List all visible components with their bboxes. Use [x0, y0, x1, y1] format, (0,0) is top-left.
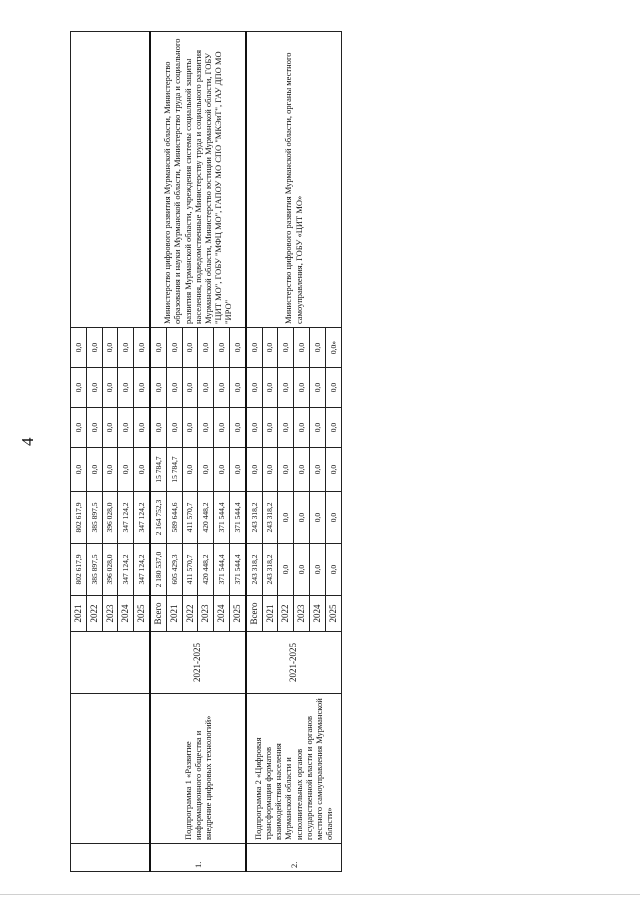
empty-cell	[71, 694, 150, 844]
value-cell: 0,0	[246, 368, 262, 408]
value-cell: 0,0	[246, 448, 262, 492]
value-cell: 371 544,4	[229, 544, 245, 596]
value-cell: 396 028,0	[102, 492, 118, 544]
value-cell: 0,0	[294, 448, 310, 492]
value-cell: 347 124,2	[118, 544, 134, 596]
value-cell: 0,0	[118, 368, 134, 408]
value-cell: 0,0	[102, 328, 118, 368]
value-cell: 347 124,2	[118, 492, 134, 544]
value-cell: 0,0	[134, 408, 150, 448]
year-cell: 2025	[325, 596, 341, 632]
value-cell: 0,0	[229, 448, 245, 492]
table-row	[150, 32, 166, 872]
value-cell: 0,0	[229, 408, 245, 448]
value-cell: 0,0	[214, 408, 230, 448]
year-cell: 2023	[198, 596, 214, 632]
value-cell: 0,0	[118, 328, 134, 368]
value-cell: 0,0	[309, 492, 325, 544]
value-cell: 371 544,4	[214, 492, 230, 544]
value-cell: 0,0	[86, 448, 102, 492]
value-cell: 0,0	[262, 448, 278, 492]
value-cell: 243 318,2	[262, 544, 278, 596]
value-cell: 0,0	[294, 544, 310, 596]
value-cell: 0,0	[166, 368, 182, 408]
executor-cell: Министерство цифрового развития Мурманской области, Министерство образования и науки Мурманской области, Министерство труда и социального развития Мурманской области, учреждения системы социальной защиты населения, подведомственные Министерству труда и социального развития Мурманской области, Министерство юстиции Мурманской области, ГОБУ "ЦИТ МО", ГОБУ "МФЦ МО", ГАПОУ МО СПО "МКЭиТ", ГАУ ДПО МО "ИРО"	[150, 32, 246, 328]
value-cell: 0,0	[118, 408, 134, 448]
value-cell: 0,0	[262, 368, 278, 408]
value-cell: 0,0	[229, 328, 245, 368]
value-cell: 0,0	[325, 544, 341, 596]
value-cell: 0,0	[71, 448, 87, 492]
value-cell: 802 617,9	[71, 492, 87, 544]
value-cell: 0,0	[118, 448, 134, 492]
value-cell: 0,0	[294, 368, 310, 408]
value-cell: 0,0	[278, 408, 294, 448]
value-cell: 0,0	[278, 492, 294, 544]
value-cell: 420 448,2	[198, 544, 214, 596]
value-cell: 0,0	[102, 448, 118, 492]
value-cell: 411 570,7	[182, 492, 198, 544]
value-cell: 0,0	[134, 448, 150, 492]
scan-edge	[0, 894, 640, 895]
value-cell: 0,0	[71, 368, 87, 408]
value-cell: 0,0	[182, 408, 198, 448]
value-cell: 0,0	[198, 408, 214, 448]
value-cell: 2 164 752,3	[150, 492, 166, 544]
year-cell: Всего	[150, 596, 166, 632]
value-cell: 0,0	[246, 408, 262, 448]
value-cell: 0,0	[150, 408, 166, 448]
value-cell: 0,0	[71, 408, 87, 448]
value-cell: 15 784,7	[166, 448, 182, 492]
value-cell: 0,0	[150, 368, 166, 408]
value-cell: 0,0	[309, 448, 325, 492]
value-cell: 420 448,2	[198, 492, 214, 544]
value-cell: 0,0	[102, 368, 118, 408]
value-cell: 589 644,6	[166, 492, 182, 544]
period-cell: 2021-2025	[246, 632, 341, 694]
year-cell: Всего	[246, 596, 262, 632]
value-cell: 0,0	[325, 492, 341, 544]
value-cell: 0,0	[309, 328, 325, 368]
value-cell: 0,0	[102, 408, 118, 448]
value-cell: 605 429,3	[166, 544, 182, 596]
value-cell: 0,0	[294, 492, 310, 544]
empty-cell	[71, 844, 150, 872]
value-cell: 0,0	[294, 328, 310, 368]
value-cell: 371 544,4	[214, 544, 230, 596]
budget-table	[70, 31, 342, 872]
value-cell: 0,0	[325, 448, 341, 492]
value-cell: 0,0	[278, 328, 294, 368]
year-cell: 2024	[118, 596, 134, 632]
value-cell: 243 318,2	[262, 492, 278, 544]
year-cell: 2021	[166, 596, 182, 632]
table-row	[71, 32, 87, 872]
table-body	[71, 32, 342, 872]
value-cell: 0,0	[182, 328, 198, 368]
value-cell: 0,0	[309, 408, 325, 448]
value-cell: 0,0	[294, 408, 310, 448]
row-number: 1.	[150, 844, 246, 872]
value-cell: 0,0»	[325, 328, 341, 368]
value-cell: 0,0	[182, 368, 198, 408]
value-cell: 0,0	[182, 448, 198, 492]
year-cell: 2022	[182, 596, 198, 632]
value-cell: 347 124,2	[134, 544, 150, 596]
value-cell: 0,0	[198, 328, 214, 368]
year-cell: 2025	[134, 596, 150, 632]
period-cell: 2021-2025	[150, 632, 246, 694]
value-cell: 0,0	[166, 328, 182, 368]
page-number: 4	[18, 437, 37, 446]
year-cell: 2024	[214, 596, 230, 632]
year-cell: 2023	[102, 596, 118, 632]
value-cell: 0,0	[198, 448, 214, 492]
value-cell: 0,0	[86, 328, 102, 368]
value-cell: 0,0	[262, 328, 278, 368]
year-cell: 2022	[86, 596, 102, 632]
value-cell: 347 124,2	[134, 492, 150, 544]
empty-cell	[71, 32, 150, 328]
value-cell: 0,0	[325, 408, 341, 448]
value-cell: 0,0	[134, 328, 150, 368]
value-cell: 0,0	[214, 448, 230, 492]
subprogram-name: Подпрограмма 1 «Развитие информационного общества и внедрение цифровых технологий»	[150, 694, 246, 844]
value-cell: 0,0	[166, 408, 182, 448]
value-cell: 0,0	[86, 368, 102, 408]
value-cell: 385 897,5	[86, 492, 102, 544]
value-cell: 0,0	[229, 368, 245, 408]
row-number: 2.	[246, 844, 341, 872]
year-cell: 2021	[71, 596, 87, 632]
value-cell: 371 544,4	[229, 492, 245, 544]
value-cell: 0,0	[214, 368, 230, 408]
value-cell: 0,0	[198, 368, 214, 408]
value-cell: 802 617,9	[71, 544, 87, 596]
value-cell: 0,0	[150, 328, 166, 368]
table-row	[246, 32, 262, 872]
executor-cell: Министерство цифрового развития Мурманской области, органы местного самоуправления, ГОБУ «ЦИТ МО»	[246, 32, 341, 328]
empty-cell	[71, 632, 150, 694]
year-cell: 2024	[309, 596, 325, 632]
value-cell: 0,0	[214, 328, 230, 368]
value-cell: 0,0	[309, 368, 325, 408]
value-cell: 396 028,0	[102, 544, 118, 596]
value-cell: 0,0	[134, 368, 150, 408]
value-cell: 2 180 537,0	[150, 544, 166, 596]
value-cell: 0,0	[71, 328, 87, 368]
value-cell: 243 318,2	[246, 492, 262, 544]
value-cell: 0,0	[309, 544, 325, 596]
year-cell: 2023	[294, 596, 310, 632]
year-cell: 2022	[278, 596, 294, 632]
value-cell: 0,0	[262, 408, 278, 448]
value-cell: 0,0	[278, 544, 294, 596]
value-cell: 0,0	[86, 408, 102, 448]
year-cell: 2021	[262, 596, 278, 632]
rotated-table-wrapper	[70, 32, 590, 872]
value-cell: 0,0	[278, 448, 294, 492]
value-cell: 15 784,7	[150, 448, 166, 492]
subprogram-name: Подпрограмма 2 «Цифровая трансформация форматов взаимодействия населения Мурманской области и исполнительных органов государственной власти и органов местного самоуправления Мурманской области»	[246, 694, 341, 844]
value-cell: 385 897,5	[86, 544, 102, 596]
value-cell: 0,0	[325, 368, 341, 408]
year-cell: 2025	[229, 596, 245, 632]
value-cell: 411 570,7	[182, 544, 198, 596]
value-cell: 0,0	[246, 328, 262, 368]
value-cell: 243 318,2	[246, 544, 262, 596]
value-cell: 0,0	[278, 368, 294, 408]
